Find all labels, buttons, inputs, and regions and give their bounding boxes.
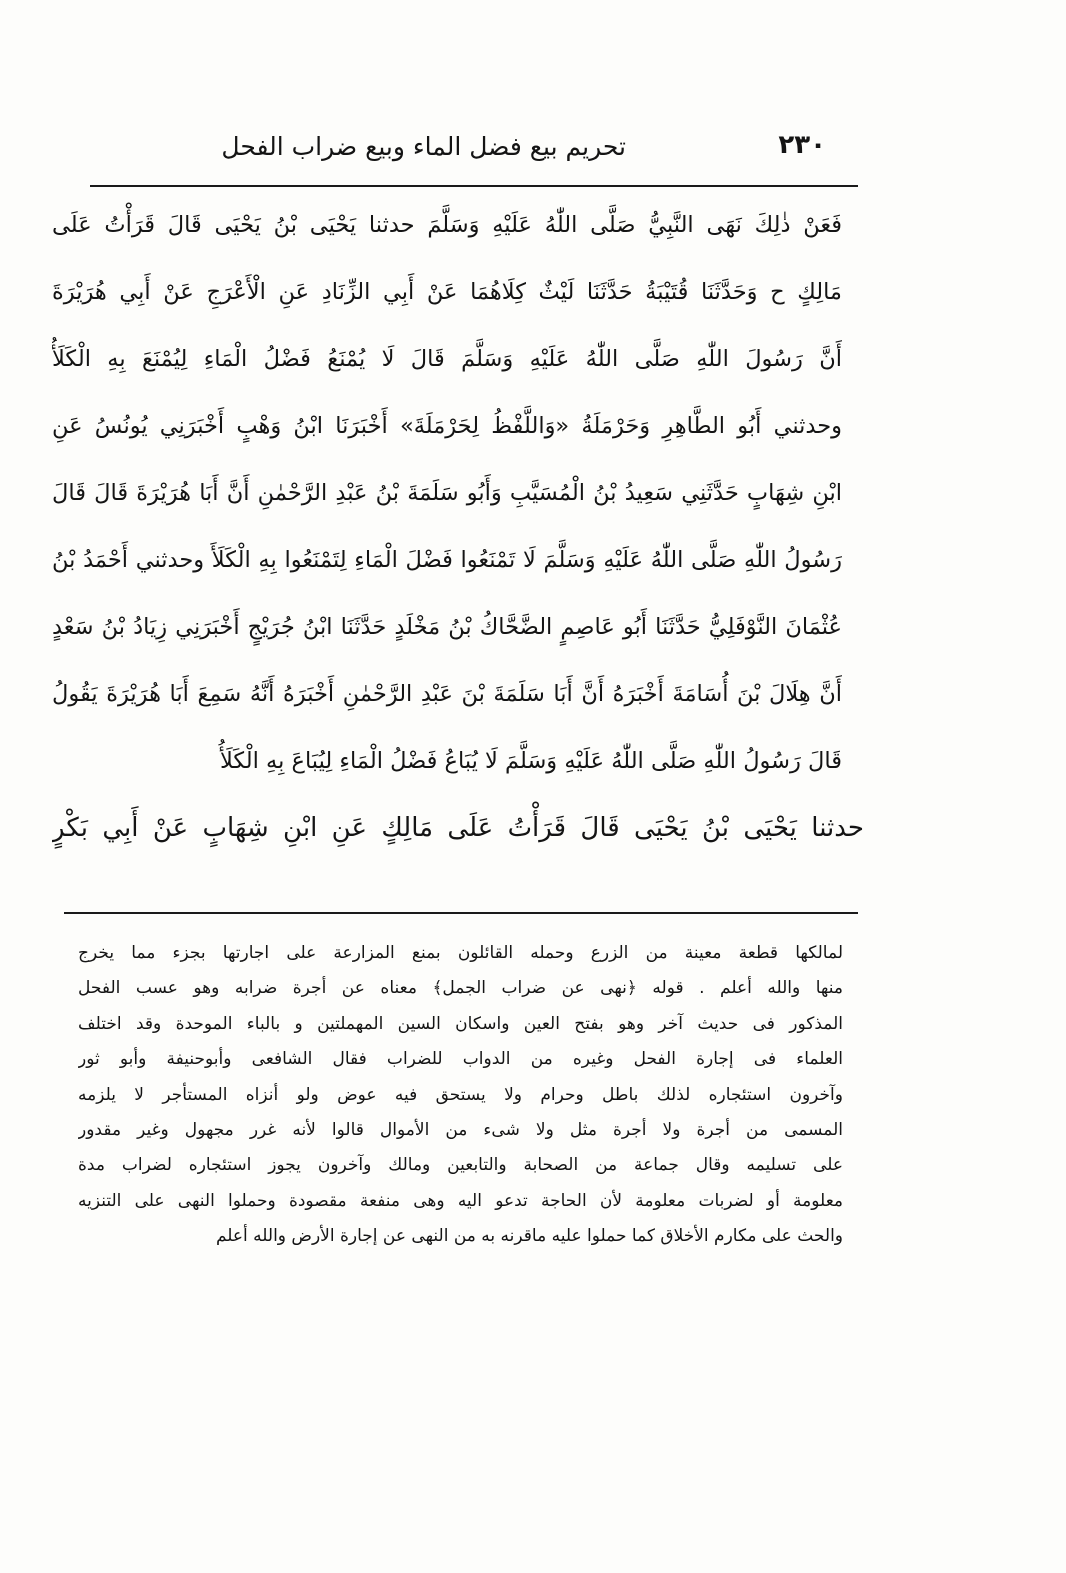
page-header (221, 128, 826, 174)
text-line: أَنَّ هِلَالَ بْنَ أُسَامَةَ أَخْبَرَهُ أَنَّ أَبَا سَلَمَةَ بْنَ عَبْدِ الرَّحْمٰنِ أَخْبَرَهُ أَنَّهُ سَمِعَ أَبَا هُرَيْرَةَ يَقُولُ (52, 681, 842, 707)
text-line: فَعَنْ ذٰلِكَ نَهَى النَّبِيُّ صَلَّى اللّٰهُ عَلَيْهِ وَسَلَّمَ حدثنا يَحْيَى بْنُ يَحْيَى قَالَ قَرَأْتُ عَلَى (52, 212, 842, 238)
commentary-text (78, 936, 843, 1255)
commentary-line: المسمى من أجرة ولا أجرة مثل ولا شىء من الأموال قالوا لأنه غرر مجهول وغير مقدور (78, 1119, 843, 1140)
commentary-line: على تسليمه وقال جماعة من الصحابة والتابعين ومالك وآخرون يجوز استئجاره لضراب مدة (78, 1155, 843, 1176)
text-line: حدثنا يَحْيَى بْنُ يَحْيَى قَالَ قَرَأْتُ عَلَى مَالِكٍ عَنِ ابْنِ شِهَابٍ عَنْ أَبِي بَكْرٍ (52, 813, 864, 843)
commentary-line: والحث على مكارم الأخلاق كما حملوا عليه ماقرنه به من النهى عن إجارة الأرض والله أعلم (215, 1226, 843, 1247)
commentary-line: المذكور فى حديث آخر وهو بفتح العين واسكان السين المهملتين و بالباء الموحدة وقد اختلف (78, 1013, 843, 1034)
footnote-rule (64, 912, 858, 914)
text-line: قَالَ رَسُولُ اللّٰهِ صَلَّى اللّٰهُ عَلَيْهِ وَسَلَّمَ لَا يُبَاعُ فَضْلُ الْمَاءِ لِيُبَاعَ بِهِ الْكَلَأُ (219, 748, 842, 774)
text-line: عُثْمَانَ النَّوْفَلِيُّ حَدَّثَنَا أَبُو عَاصِمٍ الضَّحَّاكُ بْنُ مَخْلَدٍ حَدَّثَنَا ابْنُ جُرَيْجٍ أَخْبَرَنِي زِيَادُ بْنُ سَعْدٍ (52, 614, 842, 640)
commentary-line: لمالكها قطعة معينة من الزرع وحمله القائلون بمنع المزارعة على اجارتها بجزء مما يخرج (78, 943, 843, 963)
text-line: رَسُولُ اللّٰهِ صَلَّى اللّٰهُ عَلَيْهِ وَسَلَّمَ لَا تَمْنَعُوا فَضْلَ الْمَاءِ لِتَمْنَعُوا بِهِ الْكَلَأَ وحدثني أَحْمَدُ بْنُ (52, 547, 842, 573)
text-line: ابْنِ شِهَابٍ حَدَّثَنِي سَعِيدُ بْنُ الْمُسَيَّبِ وَأَبُو سَلَمَةَ بْنُ عَبْدِ الرَّحْمٰنِ أَنَّ أَبَا هُرَيْرَةَ قَالَ قَالَ (52, 480, 842, 506)
text-line: أَنَّ رَسُولَ اللّٰهِ صَلَّى اللّٰهُ عَلَيْهِ وَسَلَّمَ قَالَ لَا يُمْنَعُ فَضْلُ الْمَاءِ لِيُمْنَعَ بِهِ الْكَلَأُ (52, 346, 842, 372)
commentary-line: منها والله أعلم . قوله ﴿نهى عن ضراب الجمل﴾ معناه عن أجرة ضرابه وهو عسب الفحل (78, 978, 843, 999)
text-line: وحدثني أَبُو الطَّاهِرِ وَحَرْمَلَةُ «وَاللَّفْظُ لِحَرْمَلَةَ» أَخْبَرَنَا ابْنُ وَهْبٍ أَخْبَرَنِي يُونُسُ عَنِ (52, 413, 842, 439)
commentary-line: العلماء فى إجارة الفحل وغيره من الدواب للضراب فقال الشافعى وأبوحنيفة وأبو ثور (78, 1049, 843, 1070)
running-title: تحريم بيع فضل الماء وبيع ضراب الفحل (221, 132, 626, 161)
text-line: مَالِكٍ ح وَحَدَّثَنَا قُتَيْبَةُ حَدَّثَنَا لَيْثٌ كِلَاهُمَا عَنْ أَبِي الزِّنَادِ عَنِ الْأَعْرَجِ عَنْ أَبِي هُرَيْرَةَ (52, 279, 842, 305)
header-rule (90, 185, 858, 187)
page-number: ٢٣٠ (778, 130, 826, 160)
hadith-text (52, 192, 864, 862)
commentary-line: معلومة أو لضربات معلومة لأن الحاجة تدعو اليه وهى منفعة مقصودة وحملوا النهى على التنزيه (78, 1190, 843, 1211)
commentary-line: وآخرون استئجاره لذلك باطل وحرام ولا يستحق فيه عوض ولو أنزاه المستأجر لا يلزمه (78, 1084, 843, 1105)
